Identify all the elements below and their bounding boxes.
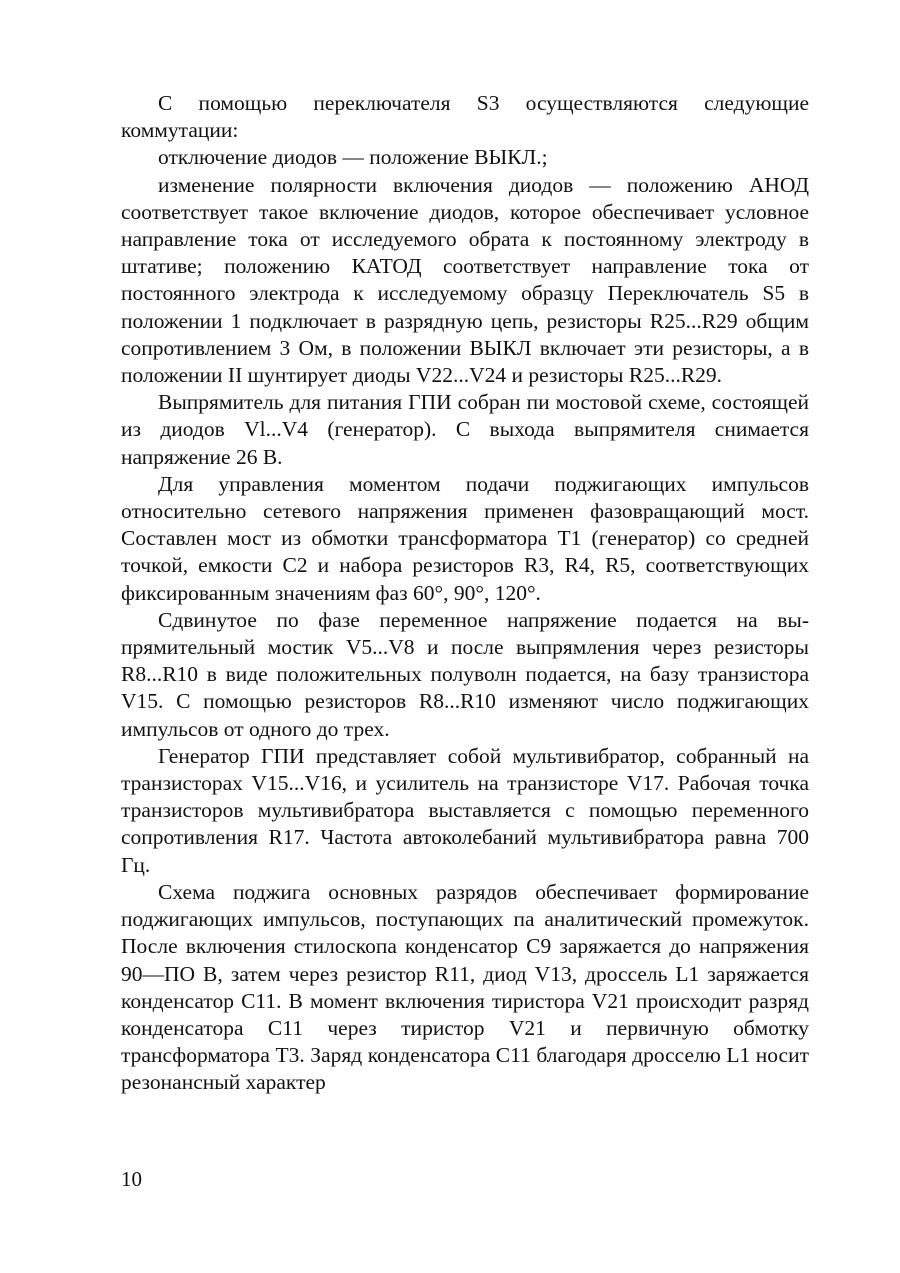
- body-text: [121, 90, 809, 1097]
- paragraph-rectifier: Выпрямитель для питания ГПИ собран пи мостовой схеме, состоящей из диодов Vl...V4 (генератор). С выхода выпрямителя снимается напряжение 26 В.: [121, 390, 809, 469]
- paragraph-phase-bridge: Для управления моментом подачи поджигающих импульсов относительно сетевого напряжения применен фазовращающий мост. Составлен мост из обмотки трансформатора Т1 (генератор) со средней точкой, емкости С2 и набора резисторов R3, R4, R5, соответствующих фиксированным значениям фаз 60°, 90°, 120°.: [121, 471, 809, 605]
- paragraph-polarity: изменение полярности включения диодов — положению АНОД соответствует такое включение диодов, которое обеспечивает условное направление тока от исследуемого обрата к постоянному электроду в штативе; положению КАТОД соответствует направление тока от постоянного электрода к исследуемому образцу Переключатель S5 в положении 1 подключает в разрядную цепь, резисторы R25...R29 общим сопротивлением 3 Ом, в положении ВЫКЛ включает эти резисторы, а в положении II шунтирует диоды V22...V24 и резисторы R25...R29.: [121, 172, 809, 388]
- paragraph-generator: Генератор ГПИ представляет собой мультивибратор, собранный на транзисторах V15...V16, и усилитель на транзисторе V17. Рабочая точка транзисторов мультивибратора выставляется с помощью переменного сопротивления R17. Частота автоколебаний мультивибратора равна 700 Гц.: [121, 743, 809, 877]
- paragraph-diodes-off: отключение диодов — положение ВЫКЛ.;: [158, 145, 548, 170]
- paragraph-phase-voltage: Сдвинутое по фазе переменное напряжение подается на выпрямительный мостик V5...V8 и после выпрямления через резисторы R8...R10 в виде положительных полуволн подается, на базу транзистора V15. С помощью резисторов R8...R10 изменяют число поджигающих импульсов от одного до трех.: [121, 607, 809, 741]
- paragraph-ignition: Схема поджига основных разрядов обеспечивает формирование поджигающих импульсов, поступающих па аналитический промежуток. После включения стилоскопа конденсатор С9 заряжается до напряжения 90—ПО В, затем через резистор R11, диод V13, дроссель L1 заряжается конденсатор С11. В момент включения тиристора V21 происходит разряд конденсатора С11 через тиристор V21 и первичную обмотку трансформатора Т3. Заряд конденсатора С11 благодаря дросселю L1 носит резонансный характер: [121, 879, 809, 1095]
- page-number: 10: [121, 1167, 142, 1191]
- paragraph-switch-s3: С помощью переключателя S3 осуществляются следующие коммутации:: [121, 91, 809, 143]
